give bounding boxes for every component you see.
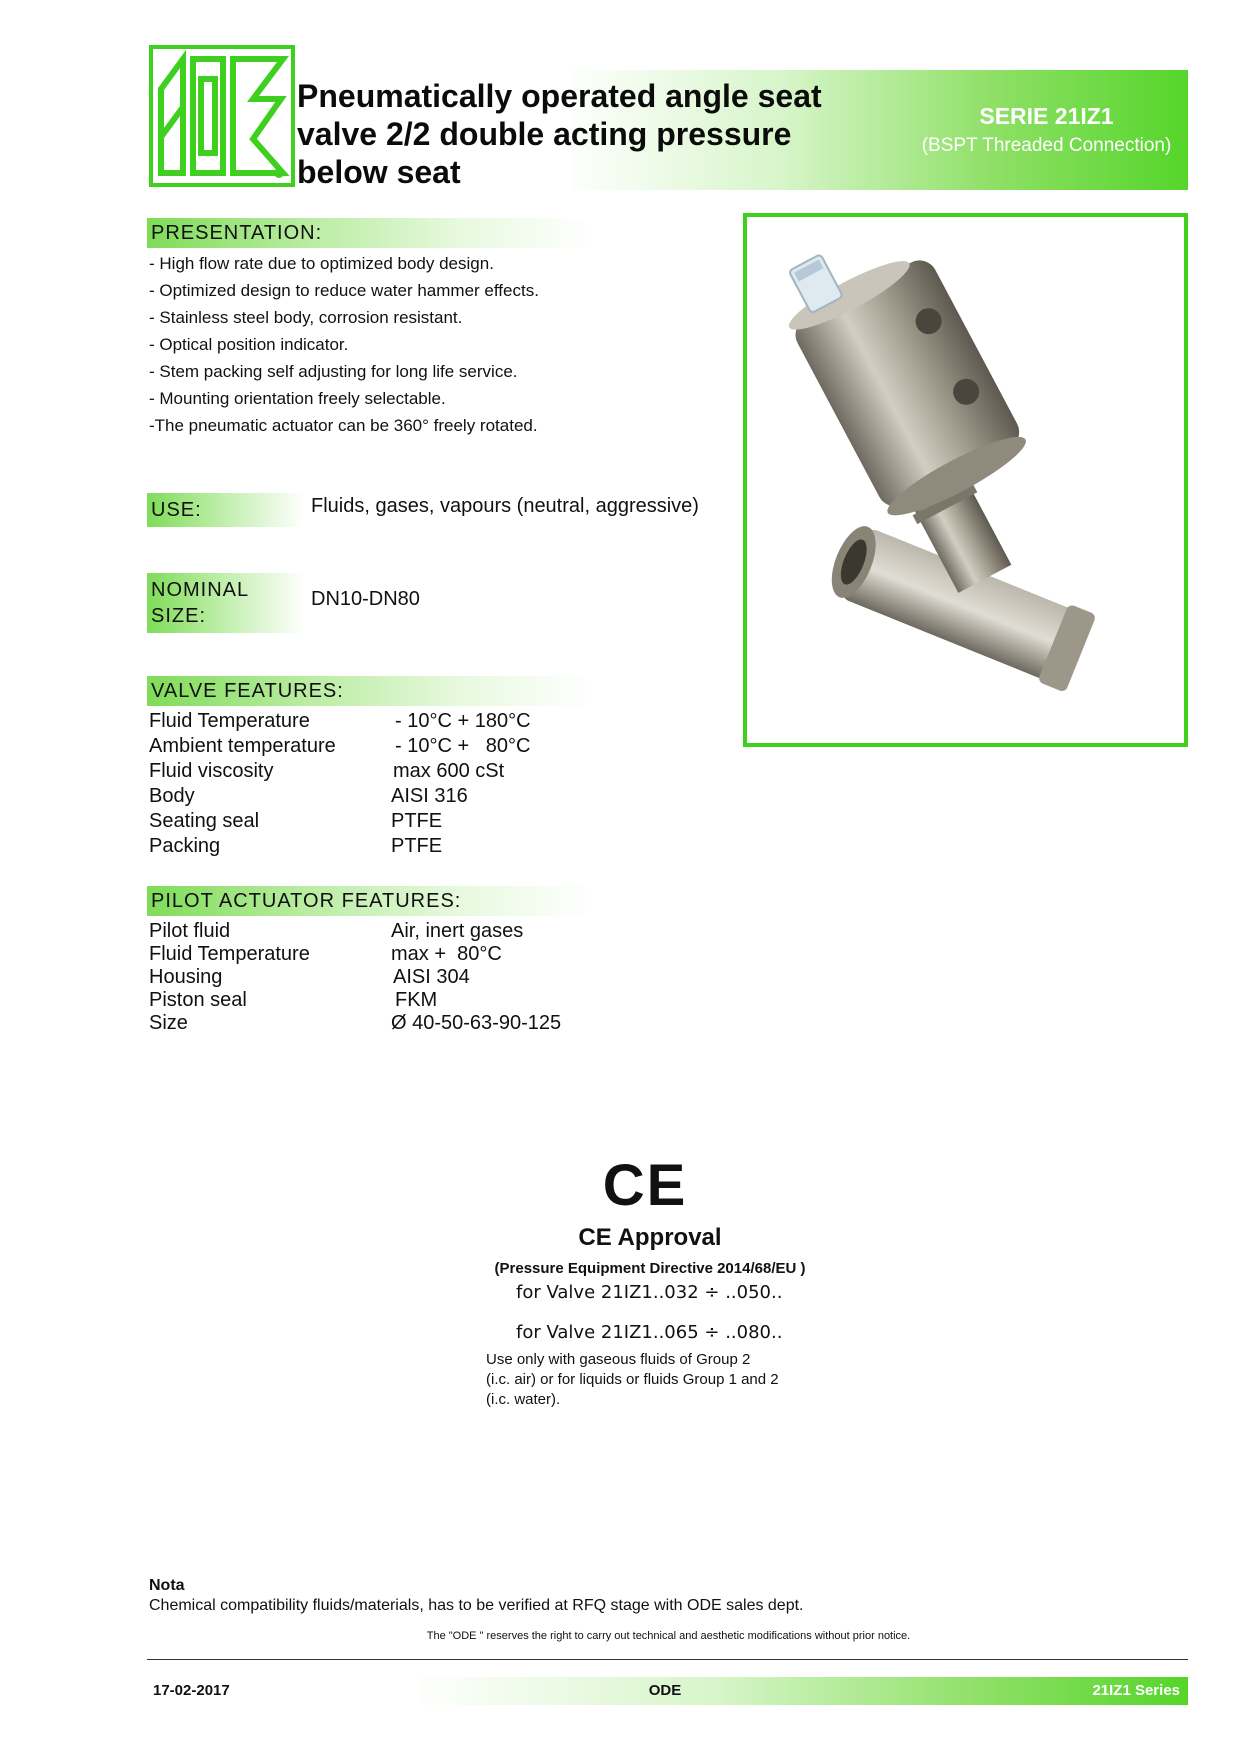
list-item: - High flow rate due to optimized body design. bbox=[149, 254, 494, 273]
presentation-heading: PRESENTATION: bbox=[147, 218, 592, 248]
pilot-features-table bbox=[149, 920, 599, 1035]
row-value: PTFE bbox=[391, 835, 443, 857]
use-value: Fluids, gases, vapours (neutral, aggressive) bbox=[311, 495, 699, 517]
row-label: Housing bbox=[149, 966, 223, 988]
table-row bbox=[149, 785, 599, 810]
row-label: Body bbox=[149, 785, 195, 807]
footer-divider bbox=[147, 1659, 1188, 1660]
presentation-list bbox=[149, 250, 739, 439]
document-title bbox=[297, 77, 897, 191]
ce-valve-line-1: for Valve 21IZ1..032 ÷ ..050.. bbox=[516, 1282, 783, 1303]
table-row bbox=[149, 966, 599, 989]
row-value: AISI 316 bbox=[391, 785, 468, 807]
row-label: Fluid Temperature bbox=[149, 710, 310, 732]
disclaimer: The "ODE " reserves the right to carry out technical and aesthetic modifications without prior notice. bbox=[426, 1630, 911, 1642]
table-row bbox=[149, 810, 599, 835]
row-value: max + 80°C bbox=[391, 943, 502, 965]
ce-directive: (Pressure Equipment Directive 2014/68/EU ) bbox=[494, 1260, 806, 1277]
list-item: - Stainless steel body, corrosion resistant. bbox=[149, 308, 463, 327]
row-value: FKM bbox=[395, 989, 438, 1011]
valve-photo bbox=[747, 217, 1184, 743]
ode-logo bbox=[149, 45, 295, 187]
list-item: - Mounting orientation freely selectable. bbox=[149, 389, 446, 408]
ce-note-line: (i.c. water). bbox=[486, 1391, 561, 1408]
row-label: Packing bbox=[149, 835, 221, 857]
ce-note-line: (i.c. air) or for liquids or fluids Group 1 and 2 bbox=[486, 1371, 779, 1388]
row-value: AISI 304 bbox=[393, 966, 470, 988]
row-label: Fluid viscosity bbox=[149, 760, 274, 782]
row-label: Pilot fluid bbox=[149, 920, 231, 942]
footer-company: ODE bbox=[648, 1682, 682, 1699]
title-line-3: below seat bbox=[297, 154, 461, 190]
row-label: Piston seal bbox=[149, 989, 247, 1011]
nota-heading: Nota bbox=[149, 1577, 185, 1594]
valve-features-heading: VALVE FEATURES: bbox=[147, 676, 592, 706]
ce-approval-title: CE Approval bbox=[578, 1224, 722, 1251]
footer-series: 21IZ1 Series bbox=[1092, 1682, 1180, 1699]
nominal-size-label-line-1: NOMINAL bbox=[151, 579, 250, 601]
table-row bbox=[149, 989, 599, 1012]
connection-label: (BSPT Threaded Connection) bbox=[921, 135, 1172, 156]
valve-features-table bbox=[149, 710, 599, 860]
table-row bbox=[149, 710, 599, 735]
use-label: USE: bbox=[147, 493, 304, 527]
row-value: - 10°C + 80°C bbox=[395, 735, 531, 757]
nominal-size-value: DN10-DN80 bbox=[311, 588, 420, 610]
table-row bbox=[149, 835, 599, 860]
row-label: Ambient temperature bbox=[149, 735, 336, 757]
table-row bbox=[149, 1012, 599, 1035]
list-item: - Stem packing self adjusting for long life service. bbox=[149, 362, 518, 381]
ce-valve-line-2: for Valve 21IZ1..065 ÷ ..080.. bbox=[516, 1322, 783, 1343]
footer-date: 17-02-2017 bbox=[153, 1682, 230, 1699]
row-value: Ø 40-50-63-90-125 bbox=[391, 1012, 562, 1034]
ce-note-line: Use only with gaseous fluids of Group 2 bbox=[486, 1351, 751, 1368]
title-line-1: Pneumatically operated angle seat bbox=[297, 78, 822, 114]
nominal-size-label bbox=[147, 573, 304, 633]
row-value: PTFE bbox=[391, 810, 443, 832]
nominal-size-label-line-2: SIZE: bbox=[151, 605, 207, 627]
table-row bbox=[149, 760, 599, 785]
nota-text: Chemical compatibility fluids/materials, has to be verified at RFQ stage with ODE sales dept. bbox=[149, 1597, 804, 1614]
table-row bbox=[149, 943, 599, 966]
row-value: - 10°C + 180°C bbox=[395, 710, 531, 732]
row-label: Seating seal bbox=[149, 810, 260, 832]
row-label: Fluid Temperature bbox=[149, 943, 310, 965]
list-item: -The pneumatic actuator can be 360° freely rotated. bbox=[149, 416, 538, 435]
table-row bbox=[149, 735, 599, 760]
list-item: - Optimized design to reduce water hammer effects. bbox=[149, 281, 539, 300]
serie-label: SERIE 21IZ1 bbox=[979, 103, 1114, 129]
row-value: Air, inert gases bbox=[391, 920, 524, 942]
row-label: Size bbox=[149, 1012, 188, 1034]
product-photo-frame bbox=[743, 213, 1188, 747]
ce-mark: CE bbox=[602, 1153, 688, 1218]
list-item: - Optical position indicator. bbox=[149, 335, 349, 354]
row-value: max 600 cSt bbox=[393, 760, 505, 782]
title-line-2: valve 2/2 double acting pressure bbox=[297, 116, 792, 152]
ce-note bbox=[486, 1350, 886, 1410]
table-row bbox=[149, 920, 599, 943]
pilot-features-heading: PILOT ACTUATOR FEATURES: bbox=[147, 886, 592, 916]
